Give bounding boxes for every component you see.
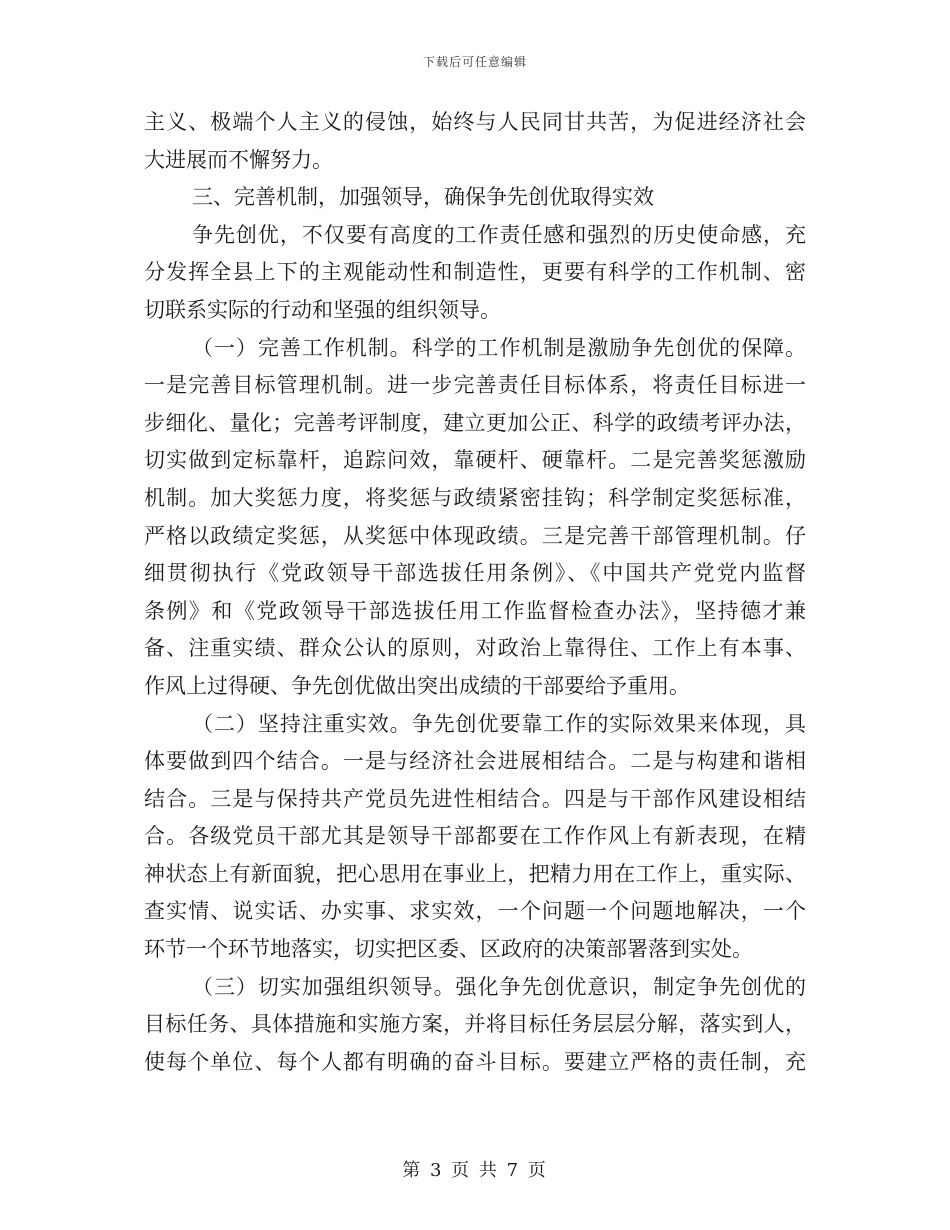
page-header: 下载后可任意编辑 [422,55,527,69]
text-line: （三）切实加强组织领导。强化争先创优意识，制定争先创优的 [192,974,806,999]
text-line: （二）坚持注重实效。争先创优要靠工作的实际效果来体现，具 [192,711,806,736]
text-line: 切联系实际的行动和坚强的组织领导。 [144,297,501,322]
text-line: 机制。加大奖惩力度，将奖惩与政绩紧密挂钩；科学制定奖惩标准， [144,485,806,510]
text-line: 合。各级党员干部尤其是领导干部都要在工作作风上有新表现，在精 [144,824,806,849]
page-footer: 第 3 页 共 7 页 [402,1160,548,1181]
text-line: 一是完善目标管理机制。进一步完善责任目标体系，将责任目标进一 [144,373,806,398]
text-line: 结合。三是与保持共产党员先进性相结合。四是与干部作风建设相结 [144,786,806,811]
text-line: 严格以政绩定奖惩，从奖惩中体现政绩。三是完善干部管理机制。仔 [144,523,806,548]
text-line: 神状态上有新面貌，把心思用在事业上，把精力用在工作上，重实际、 [144,861,806,886]
document-body [144,104,806,1081]
text-line: 切实做到定标靠杆，追踪问效，靠硬杆、硬靠杆。二是完善奖惩激励 [144,448,806,473]
text-line: 分发挥全县上下的主观能动性和制造性，更要有科学的工作机制、密 [144,260,806,285]
text-line: 条例》和《党政领导干部选拔任用工作监督检查办法》，坚持德才兼 [144,598,806,623]
text-line: 主义、极端个人主义的侵蚀，始终与人民同甘共苦，为促进经济社会 [144,110,806,134]
text-line: 三、完善机制，加强领导，确保争先创优取得实效 [192,185,654,210]
text-line: 大进展而不懈努力。 [144,147,333,172]
text-line: 细贯彻执行《党政领导干部选拔任用条例》、《中国共产党党内监督 [144,561,806,586]
text-line: 使每个单位、每个人都有明确的奋斗目标。要建立严格的责任制，充 [144,1049,806,1074]
text-line: 备、注重实绩、群众公认的原则，对政治上靠得住、工作上有本事、 [144,636,806,661]
text-line: 目标任务、具体措施和实施方案，并将目标任务层层分解，落实到人， [144,1012,806,1037]
text-line: （一）完善工作机制。科学的工作机制是激励争先创优的保障。 [192,335,806,360]
text-line: 作风上过得硬、争先创优做出突出成绩的干部要给予重用。 [144,673,690,698]
text-line: 争先创优，不仅要有高度的工作责任感和强烈的历史使命感，充 [192,222,806,247]
text-line: 体要做到四个结合。一是与经济社会进展相结合。二是与构建和谐相 [144,749,806,774]
text-line: 环节一个环节地落实，切实把区委、区政府的决策部署落到实处。 [144,937,753,962]
text-line: 步细化、量化；完善考评制度，建立更加公正、科学的政绩考评办法， [144,410,806,435]
text-line: 查实情、说实话、办实事、求实效，一个问题一个问题地解决，一个 [144,899,806,924]
